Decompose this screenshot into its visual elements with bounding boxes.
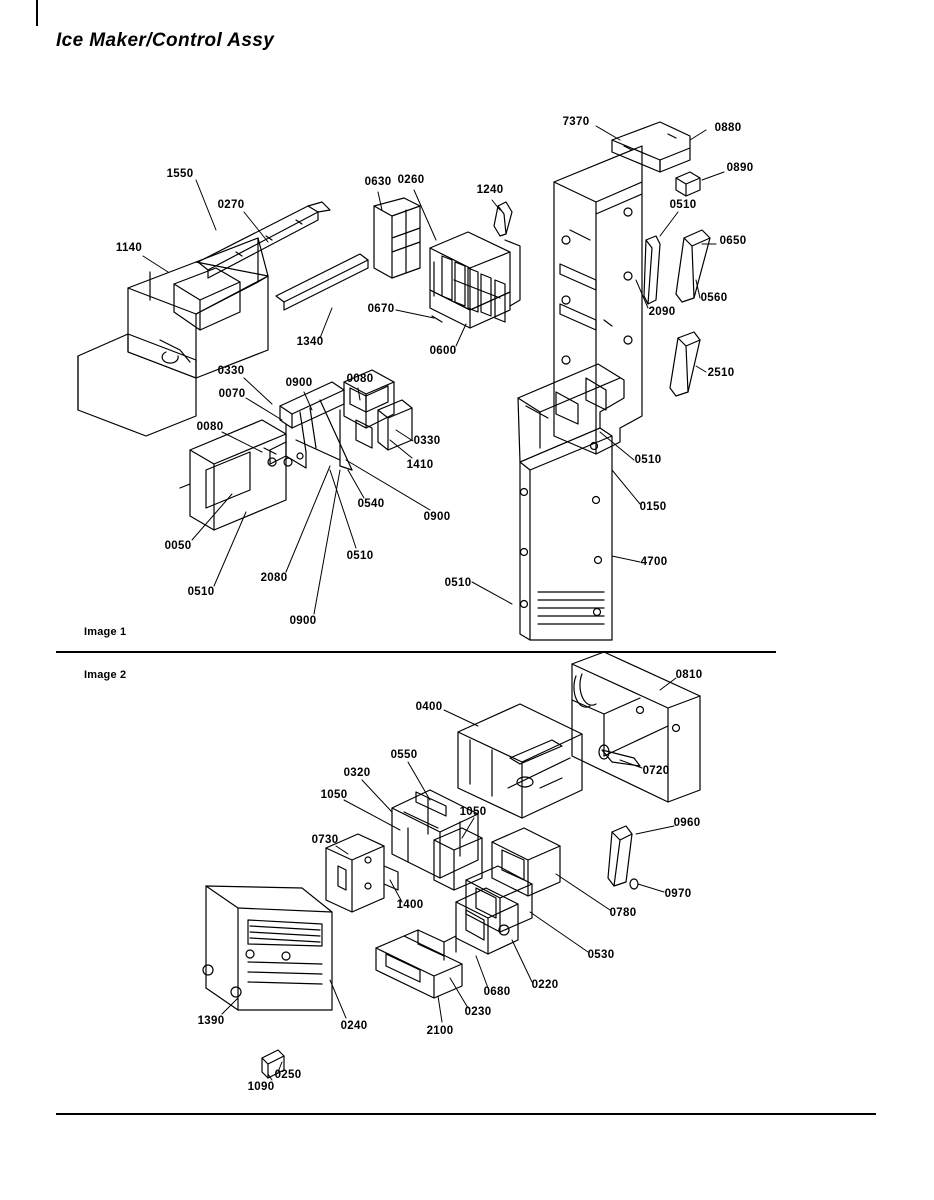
callout-0900-c: 0900 [289, 615, 317, 627]
callout-0890: 0890 [726, 162, 754, 174]
callout-0240: 0240 [340, 1020, 368, 1032]
section-label-image-2: Image 2 [84, 669, 127, 681]
callout-0400: 0400 [415, 701, 443, 713]
callout-0510-e: 0510 [444, 577, 472, 589]
callout-0550: 0550 [390, 749, 418, 761]
page-corner-mark [36, 0, 50, 26]
callout-2090: 2090 [648, 306, 676, 318]
callout-0900-a: 0900 [285, 377, 313, 389]
callout-0680: 0680 [483, 986, 511, 998]
divider-rule-top [56, 651, 776, 653]
callout-0600: 0600 [429, 345, 457, 357]
section-label-image-1: Image 1 [84, 626, 127, 638]
callout-0070: 0070 [218, 388, 246, 400]
callout-0150: 0150 [639, 501, 667, 513]
callout-0080-a: 0080 [346, 373, 374, 385]
callout-2510: 2510 [707, 367, 735, 379]
page-title: Ice Maker/Control Assy [56, 30, 275, 51]
callout-7370: 7370 [562, 116, 590, 128]
callout-0330-b: 0330 [413, 435, 441, 447]
callout-0720: 0720 [642, 765, 670, 777]
callout-0250: 0250 [274, 1069, 302, 1081]
callout-0810: 0810 [675, 669, 703, 681]
callout-1410: 1410 [406, 459, 434, 471]
callout-0510-c: 0510 [346, 550, 374, 562]
callout-0230: 0230 [464, 1006, 492, 1018]
callout-1240: 1240 [476, 184, 504, 196]
callout-0320: 0320 [343, 767, 371, 779]
divider-rule-bottom [56, 1113, 876, 1115]
callout-0510-d: 0510 [187, 586, 215, 598]
callout-0880: 0880 [714, 122, 742, 134]
callout-1400: 1400 [396, 899, 424, 911]
callout-0540: 0540 [357, 498, 385, 510]
callout-0730: 0730 [311, 834, 339, 846]
callout-0260: 0260 [397, 174, 425, 186]
callout-2080: 2080 [260, 572, 288, 584]
callout-0510-b: 0510 [634, 454, 662, 466]
callout-0330-a: 0330 [217, 365, 245, 377]
callout-2100: 2100 [426, 1025, 454, 1037]
callout-1390: 1390 [197, 1015, 225, 1027]
callout-1140: 1140 [115, 242, 143, 254]
callout-1340: 1340 [296, 336, 324, 348]
callout-0970: 0970 [664, 888, 692, 900]
callout-0050: 0050 [164, 540, 192, 552]
callout-1050-a: 1050 [320, 789, 348, 801]
callout-0080-b: 0080 [196, 421, 224, 433]
callout-1090: 1090 [247, 1081, 275, 1093]
callout-0270: 0270 [217, 199, 245, 211]
callout-0780: 0780 [609, 907, 637, 919]
callout-1550: 1550 [166, 168, 194, 180]
callout-0560: 0560 [700, 292, 728, 304]
callout-0530: 0530 [587, 949, 615, 961]
callout-0510-a: 0510 [669, 199, 697, 211]
callout-0960: 0960 [673, 817, 701, 829]
callout-0900-b: 0900 [423, 511, 451, 523]
callout-1050-b: 1050 [459, 806, 487, 818]
callout-0630: 0630 [364, 176, 392, 188]
callout-0650: 0650 [719, 235, 747, 247]
callout-0670: 0670 [367, 303, 395, 315]
callout-0220: 0220 [531, 979, 559, 991]
callout-4700: 4700 [640, 556, 668, 568]
